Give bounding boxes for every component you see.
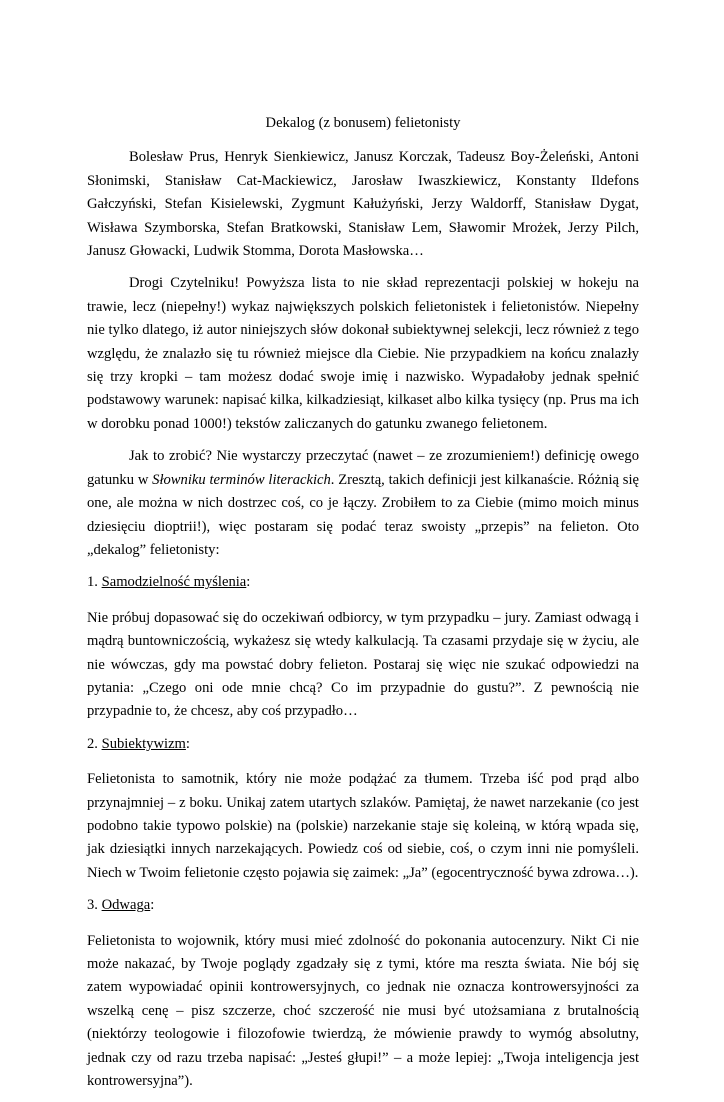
section-title-1: Samodzielność myślenia (101, 574, 247, 591)
section-heading-3 (87, 894, 639, 917)
section-number-3: 3. (87, 897, 102, 914)
section-number-2: 2. (87, 735, 102, 752)
section-body-1: Nie próbuj dopasować się do oczekiwań odbiorcy, w tym przypadku – jury. Zamiast odwagą i mądrą buntowniczością, wykażesz się wtedy kalkulacją. Ta czasami przydaje się w życiu, ale nie wówczas, gdy ma powstać dobry felieton. Postaraj się więc nie szukać odpowiedzi na pytania: „Czego oni ode mnie chcą? Co im przypadnie do gustu?”. Z pewnością nie przypadnie to, że chcesz, aby coś przypadło… (87, 609, 639, 720)
section-title-3: Odwaga (101, 897, 151, 914)
document-title: Dekalog (z bonusem) felietonisty (265, 115, 461, 131)
reader-paragraph: Drogi Czytelniku! Powyższa lista to nie skład reprezentacji polskiej w hokeju na trawie, lecz (niepełny!) wykaz największych polskich felietonistek i felietonistów. Niepełny nie tylko dlatego, iż autor niniejszych słów dokonał subiektywnej selekcji, lecz również z tego względu, że znalazło się tu również miejsce dla Ciebie. Nie przypadkiem na końcu znalazły się trzy kropki – tam możesz dodać swoje imię i nazwisko. Wypadałoby jednak spełnić podstawowy warunek: napisać kilka, kilkadziesiąt, kilkaset albo kilka tysięcy (np. Prus ma ich w dorobku ponad 1000!) tekstów zaliczanych do gatunku zwanego felietonem. (87, 275, 639, 432)
how-to-paragraph (87, 445, 639, 562)
section-heading-2 (87, 733, 639, 756)
dictionary-title: Słowniku terminów literackich (152, 471, 331, 488)
section-title-2: Subiektywizm (101, 735, 186, 752)
document-page (87, 112, 639, 1102)
section-heading-1 (87, 571, 639, 594)
section-colon-3: : (150, 897, 155, 914)
section-colon-2: : (185, 735, 190, 752)
intro-names-paragraph: Bolesław Prus, Henryk Sienkiewicz, Janusz Korczak, Tadeusz Boy-Żeleński, Antoni Słonimski, Stanisław Cat-Mackiewicz, Jarosław Iwaszkiewicz, Konstanty Ildefons Gałczyński, Stefan Kisielewski, Zygmunt Kałużyński, Jerzy Waldorff, Stanisław Dygat, Wisława Szymborska, Stefan Bratkowski, Stanisław Lem, Sławomir Mrożek, Jerzy Pilch, Janusz Głowacki, Ludwik Stomma, Dorota Masłowska… (87, 149, 639, 260)
section-body-2: Felietonista to samotnik, który nie może podążać za tłumem. Trzeba iść pod prąd albo przynajmniej – z boku. Unikaj zatem utartych szlaków. Pamiętaj, że nawet narzekanie (co jest podobno takie typowo polskie) na (polskie) narzekanie staje się koleiną, w którą wpada się, jak dziesiątki innych narzekających. Powiedz coś od siebie, coś, o czym inni nie pomyśleli. Niech w Twoim felietonie często pojawia się zaimek: „Ja” (egocentryczność bywa zdrowa…). (87, 771, 639, 881)
section-number-1: 1. (87, 574, 102, 591)
how-to-text-end: . Zresztą, takich definicji jest kilkanaście. Różnią się one, ale można w nich dostrzec coś, co je łączy. Zrobiłem to za Ciebie (mimo moich minus dziesięciu dioptrii!), więc postaram się podać teraz swoisty „przepis” na felieton. Oto „dekalog” felietonisty: (87, 471, 639, 558)
how-to-text-start: Jak to zrobić? Nie wystarczy przeczytać (nawet – ze zrozumieniem!) definicję owego gatunku w (87, 448, 639, 488)
section-body-3: Felietonista to wojownik, który musi mieć zdolność do pokonania autocenzury. Nikt Ci nie może nakazać, by Twoje poglądy zgadzały się z tymi, które ma reszta świata. Nie bój się zatem wypowiadać opinii kontrowersyjnych, co jednak nie oznacza kontrowersyjności za wszelką cenę – pisz szczerze, choć szczerość nie musi być utożsamiana z brutalnością (niektórzy teologowie i filozofowie twierdzą, że mówienie prawdy to wymóg absolutny, jednak czy od razu trzeba napisać: „Jesteś głupi!” – a może lepiej: „Twoja inteligencja jest kontrowersyjna”). (87, 932, 639, 1090)
section-colon-1: : (246, 574, 251, 591)
